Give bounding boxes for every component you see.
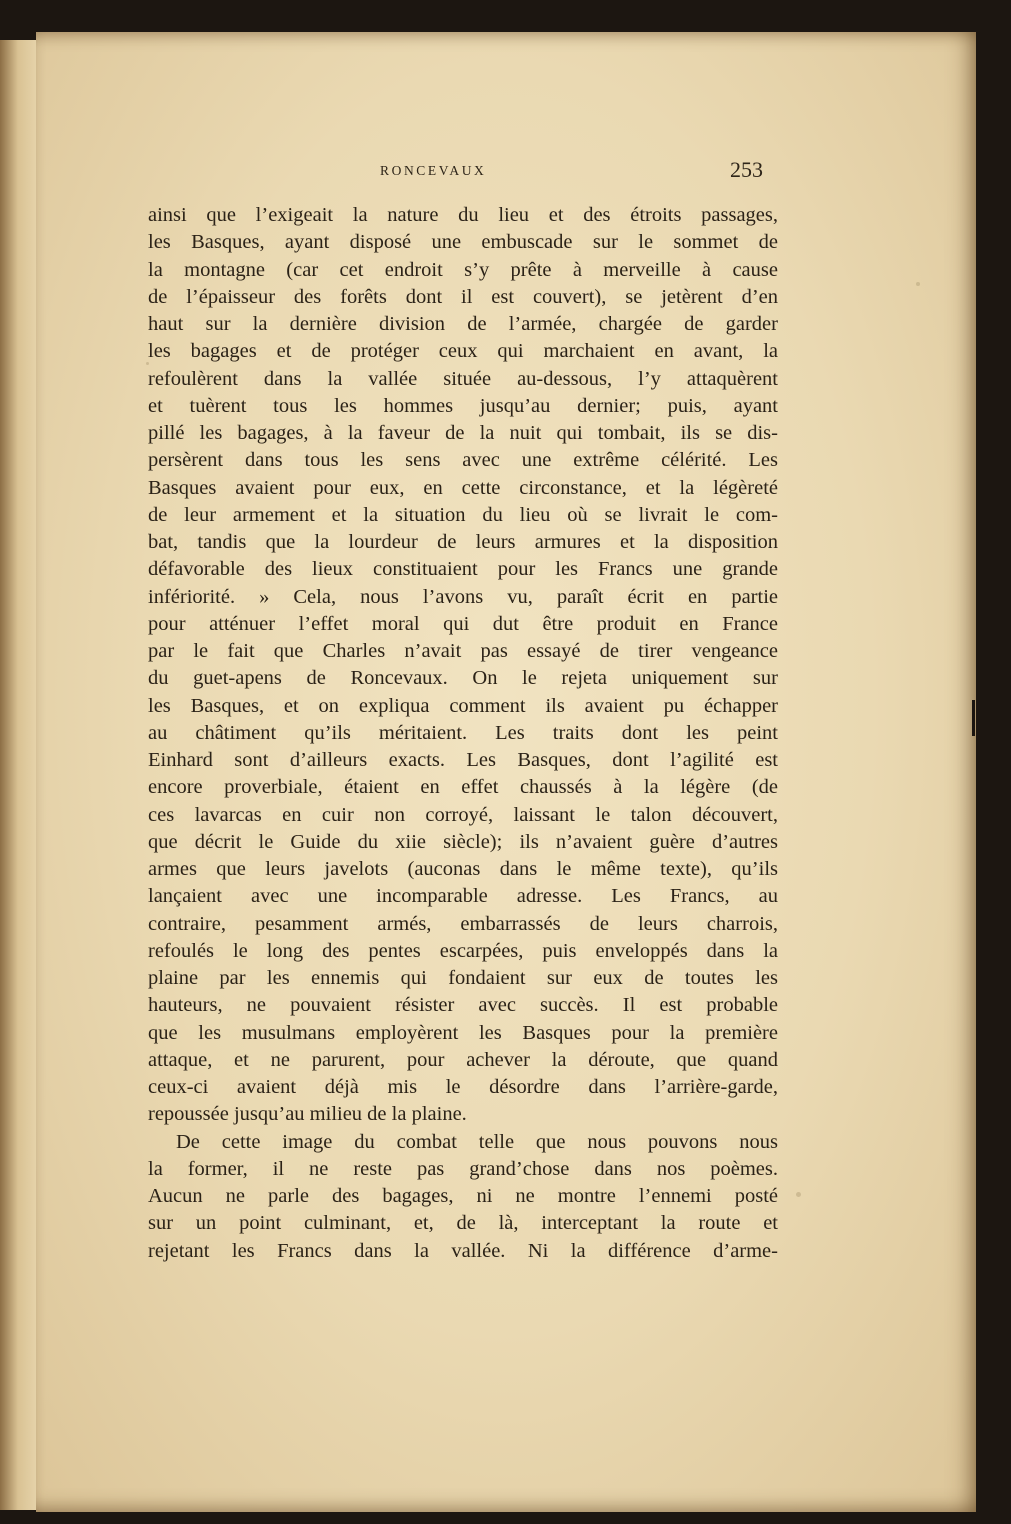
paper-spot — [796, 1192, 801, 1197]
text-line: lançaient avec une incomparable adresse. Les Francs, au — [148, 885, 778, 908]
text-line: les Basques, et on expliqua comment ils avaient pu échapper — [148, 694, 778, 717]
text-line: attaque, et ne parurent, pour achever la déroute, que quand — [148, 1048, 778, 1071]
text-line: Basques avaient pour eux, en cette circonstance, et la légèreté — [148, 476, 778, 499]
running-head: RONCEVAUX — [380, 163, 487, 178]
text-line: bat, tandis que la lourdeur de leurs armures et la disposition — [148, 531, 778, 553]
page-header — [36, 157, 976, 187]
book-spine-edge — [0, 40, 40, 1510]
text-line: et tuèrent tous les hommes jusqu’au dernier; puis, ayant — [148, 394, 778, 417]
text-line: rejetant les Francs dans la vallée. Ni la différence d’arme- — [148, 1239, 778, 1262]
page-edge-mark — [972, 700, 975, 736]
paper-spot — [916, 282, 920, 286]
text-line: les Basques, ayant disposé une embuscade sur le sommet de — [148, 231, 778, 254]
text-line: que décrit le Guide du xiie siècle); ils n’avaient guère d’autres — [148, 830, 778, 853]
text-line: encore proverbiale, étaient en effet chaussés à la légère (de — [148, 776, 778, 799]
text-line: sur un point culminant, et, de là, interceptant la route et — [148, 1212, 778, 1235]
text-line: ces lavarcas en cuir non corroyé, laissant le talon découvert, — [148, 803, 778, 826]
text-line: ainsi que l’exigeait la nature du lieu et des étroits passages, — [148, 204, 778, 226]
body-text — [148, 202, 778, 1265]
text-line: refoulèrent dans la vallée située au-dessous, l’y attaquèrent — [148, 367, 778, 390]
paragraph-start-line: De cette image du combat telle que nous pouvons nous — [176, 1130, 778, 1153]
paragraph-end-line: repoussée jusqu’au milieu de la plaine. — [148, 1103, 467, 1126]
book-page — [36, 32, 976, 1512]
text-line: les bagages et de protéger ceux qui marchaient en avant, la — [148, 340, 778, 363]
paper-spot — [146, 362, 149, 365]
text-line: au châtiment qu’ils méritaient. Les traits dont les peint — [148, 721, 778, 744]
text-line: pillé les bagages, à la faveur de la nuit qui tombait, ils se dis- — [148, 422, 778, 444]
text-line: persèrent dans tous les sens avec une extrême célérité. Les — [148, 449, 778, 472]
text-line: que les musulmans employèrent les Basques pour la première — [148, 1021, 778, 1044]
text-line: ceux-ci avaient déjà mis le désordre dans l’arrière-garde, — [148, 1076, 778, 1098]
page-number: 253 — [730, 157, 763, 182]
text-line: de l’épaisseur des forêts dont il est couvert), se jetèrent d’en — [148, 285, 778, 308]
text-line: par le fait que Charles n’avait pas essayé de tirer vengeance — [148, 640, 778, 662]
text-line: plaine par les ennemis qui fondaient sur eux de toutes les — [148, 967, 778, 989]
text-line: haut sur la dernière division de l’armée, chargée de garder — [148, 313, 778, 335]
text-line: la former, il ne reste pas grand’chose dans nos poèmes. — [148, 1157, 778, 1180]
text-line: armes que leurs javelots (auconas dans le même texte), qu’ils — [148, 858, 778, 880]
text-line: infériorité. » Cela, nous l’avons vu, paraît écrit en partie — [148, 585, 778, 608]
text-line: refoulés le long des pentes escarpées, puis enveloppés dans la — [148, 939, 778, 962]
text-line: du guet-apens de Roncevaux. On le rejeta uniquement sur — [148, 667, 778, 690]
text-line: la montagne (car cet endroit s’y prête à merveille à cause — [148, 258, 778, 281]
text-line: Einhard sont d’ailleurs exacts. Les Basques, dont l’agilité est — [148, 749, 778, 771]
text-line: Aucun ne parle des bagages, ni ne montre l’ennemi posté — [148, 1185, 778, 1207]
text-line: contraire, pesamment armés, embarrassés de leurs charrois, — [148, 912, 778, 935]
text-line: de leur armement et la situation du lieu où se livrait le com- — [148, 503, 778, 526]
text-line: défavorable des lieux constituaient pour les Francs une grande — [148, 558, 778, 581]
text-line: hauteurs, ne pouvaient résister avec succès. Il est probable — [148, 994, 778, 1017]
text-line: pour atténuer l’effet moral qui dut être produit en France — [148, 612, 778, 635]
